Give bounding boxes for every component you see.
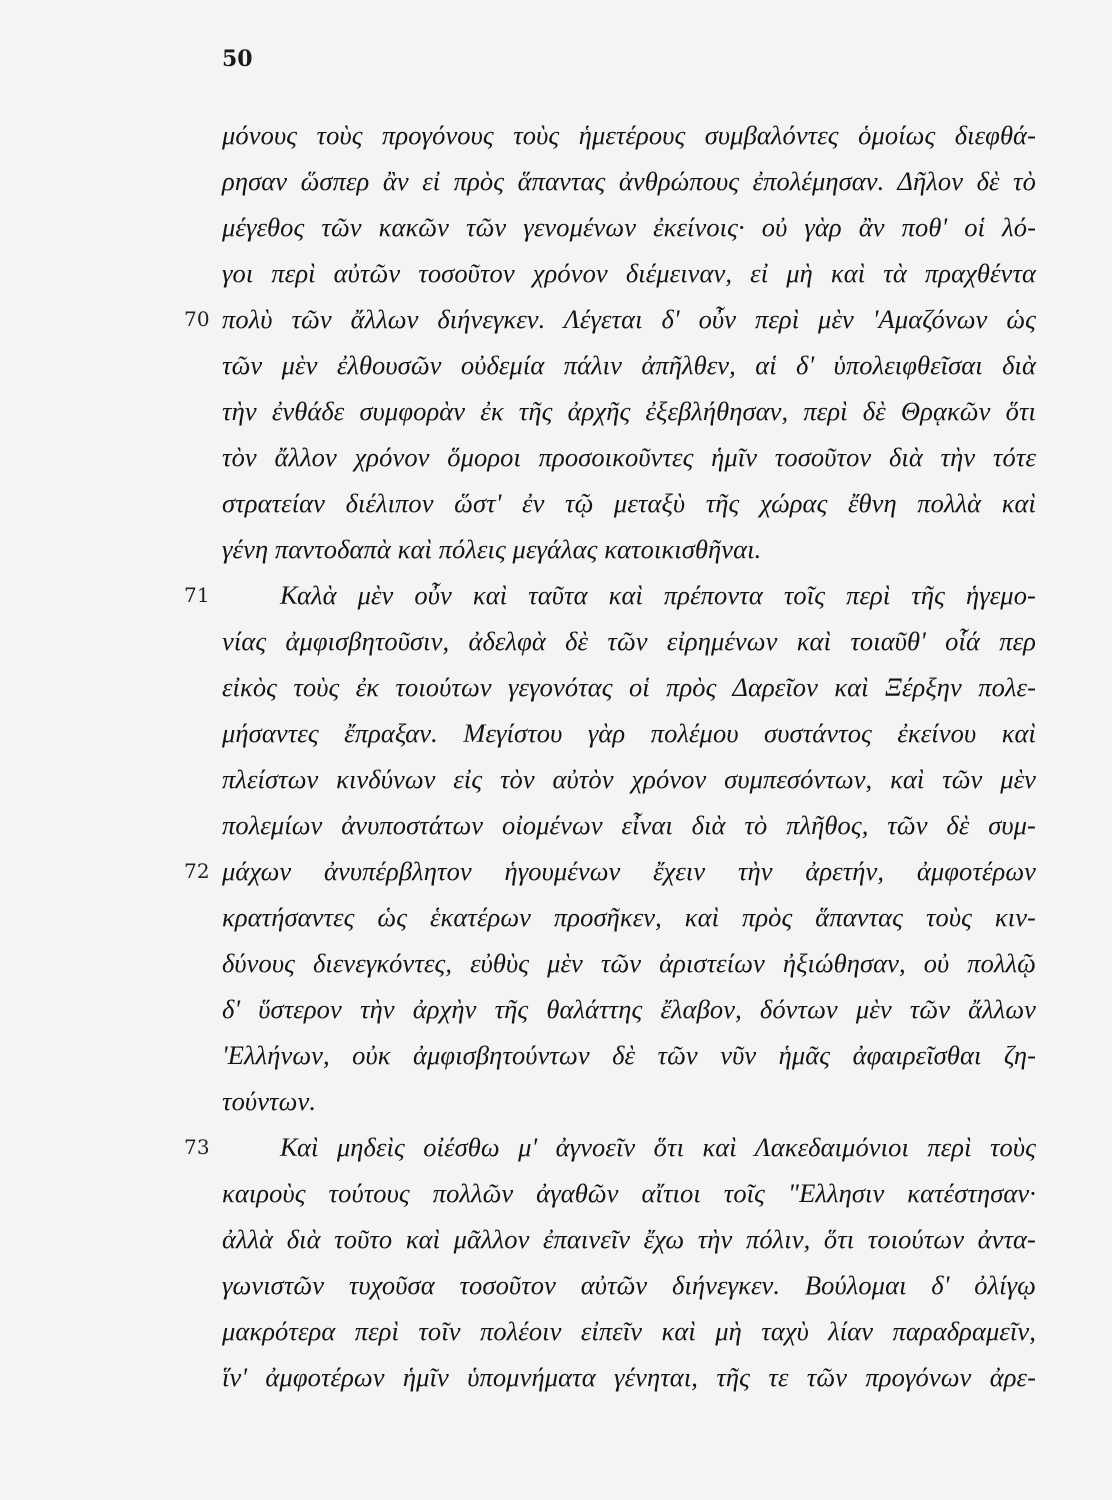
line-text: κρατήσαντες ὡς ἑκατέρων προσῆκεν, καὶ πρὸς ἅπαντας τοὺς κιν-	[222, 902, 1036, 932]
section-number: 70	[184, 307, 210, 331]
text-line	[222, 526, 1036, 572]
line-text: γένη παντοδαπὰ καὶ πόλεις μεγάλας κατοικισθῆναι.	[222, 534, 762, 564]
line-text: Καλὰ μὲν οὖν καὶ ταῦτα καὶ πρέποντα τοῖς περὶ τῆς ἡγεμο-	[280, 580, 1036, 610]
line-text: τούντων.	[222, 1086, 317, 1116]
text-line	[222, 434, 1036, 480]
line-text: τῶν μὲν ἐλθουσῶν οὐδεμία πάλιν ἀπῆλθεν, αἱ δ' ὑπολειφθεῖσαι διὰ	[222, 350, 1036, 380]
line-text: πλείστων κινδύνων εἰς τὸν αὐτὸν χρόνον συμπεσόντων, καὶ τῶν μὲν	[222, 764, 1036, 794]
text-line	[222, 1216, 1036, 1262]
line-text: μάχων ἀνυπέρβλητον ἡγουμένων ἔχειν τὴν ἀρετήν, ἀμφοτέρων	[222, 856, 1036, 886]
text-line	[222, 204, 1036, 250]
text-line	[222, 112, 1036, 158]
line-text: εἰκὸς τοὺς ἐκ τοιούτων γεγονότας οἱ πρὸς Δαρεῖον καὶ Ξέρξην πολε-	[222, 672, 1036, 702]
text-line	[222, 618, 1036, 664]
line-text: τὸν ἄλλον χρόνον ὅμοροι προσοικοῦντες ἡμῖν τοσοῦτον διὰ τὴν τότε	[222, 442, 1036, 472]
text-line	[222, 388, 1036, 434]
text-line	[222, 1170, 1036, 1216]
line-text: καιροὺς τούτους πολλῶν ἀγαθῶν αἴτιοι τοῖς "Ελλησιν κατέστησαν·	[222, 1178, 1036, 1208]
main-text	[184, 112, 1036, 1400]
line-text: τὴν ἐνθάδε συμφορὰν ἐκ τῆς ἀρχῆς ἐξεβλήθησαν, περὶ δὲ Θρᾳκῶν ὅτι	[222, 396, 1036, 426]
text-line	[222, 158, 1036, 204]
line-text: γοι περὶ αὐτῶν τοσοῦτον χρόνον διέμειναν, εἰ μὴ καὶ τὰ πραχθέντα	[222, 258, 1036, 288]
section-number: 71	[184, 583, 210, 607]
text-line	[222, 940, 1036, 986]
line-text: πολὺ τῶν ἄλλων διήνεγκεν. Λέγεται δ' οὖν περὶ μὲν 'Αμαζόνων ὡς	[222, 304, 1036, 334]
text-line	[222, 1032, 1036, 1078]
line-text: Καὶ μηδεὶς οἰέσθω μ' ἀγνοεῖν ὅτι καὶ Λακεδαιμόνιοι περὶ τοὺς	[280, 1132, 1036, 1162]
line-text: νίας ἀμφισβητοῦσιν, ἀδελφὰ δὲ τῶν εἰρημένων καὶ τοιαῦθ' οἷά περ	[222, 626, 1036, 656]
text-line	[222, 756, 1036, 802]
text-line	[222, 664, 1036, 710]
section-number: 72	[184, 859, 210, 883]
text-line	[222, 894, 1036, 940]
text-line	[222, 480, 1036, 526]
text-line	[184, 848, 1036, 894]
text-line	[222, 710, 1036, 756]
text-line	[222, 1078, 1036, 1124]
line-text: ἀλλὰ διὰ τοῦτο καὶ μᾶλλον ἐπαινεῖν ἔχω τὴν πόλιν, ὅτι τοιούτων ἀντα-	[222, 1224, 1036, 1254]
line-text: μόνους τοὺς προγόνους τοὺς ἡμετέρους συμβαλόντες ὁμοίως διεφθά-	[222, 120, 1036, 150]
line-text: δύνους διενεγκόντες, εὐθὺς μὲν τῶν ἀριστείων ἠξιώθησαν, οὐ πολλῷ	[222, 948, 1036, 978]
line-text: δ' ὕστερον τὴν ἀρχὴν τῆς θαλάττης ἔλαβον, δόντων μὲν τῶν ἄλλων	[222, 994, 1036, 1024]
text-line	[222, 1354, 1036, 1400]
page-number: 50	[222, 46, 253, 72]
text-line	[222, 986, 1036, 1032]
text-line	[222, 1262, 1036, 1308]
text-line	[222, 250, 1036, 296]
line-text: μέγεθος τῶν κακῶν τῶν γενομένων ἐκείνοις· οὐ γὰρ ἂν ποθ' οἱ λό-	[222, 212, 1036, 242]
text-line	[222, 342, 1036, 388]
text-line	[222, 1308, 1036, 1354]
text-line	[222, 802, 1036, 848]
text-line	[184, 296, 1036, 342]
section-number: 73	[184, 1135, 210, 1159]
line-text: πολεμίων ἀνυποστάτων οἰομένων εἶναι διὰ τὸ πλῆθος, τῶν δὲ συμ-	[222, 810, 1036, 840]
text-line	[184, 572, 1036, 618]
line-text: μακρότερα περὶ τοῖν πολέοιν εἰπεῖν καὶ μὴ ταχὺ λίαν παραδραμεῖν,	[222, 1316, 1036, 1346]
line-text: στρατείαν διέλιπον ὥστ' ἐν τῷ μεταξὺ τῆς χώρας ἔθνη πολλὰ καὶ	[222, 488, 1036, 518]
line-text: μήσαντες ἔπραξαν. Μεγίστου γὰρ πολέμου συστάντος ἐκείνου καὶ	[222, 718, 1036, 748]
line-text: γωνιστῶν τυχοῦσα τοσοῦτον αὐτῶν διήνεγκεν. Βούλομαι δ' ὀλίγῳ	[222, 1270, 1036, 1300]
line-text: 'Ελλήνων, οὐκ ἀμφισβητούντων δὲ τῶν νῦν ἡμᾶς ἀφαιρεῖσθαι ζη-	[222, 1040, 1036, 1070]
text-line	[184, 1124, 1036, 1170]
line-text: ρησαν ὥσπερ ἂν εἰ πρὸς ἅπαντας ἀνθρώπους ἐπολέμησαν. Δῆλον δὲ τὸ	[222, 166, 1036, 196]
line-text: ἵν' ἀμφοτέρων ἡμῖν ὑπομνήματα γένηται, τῆς τε τῶν προγόνων ἀρε-	[222, 1362, 1036, 1392]
